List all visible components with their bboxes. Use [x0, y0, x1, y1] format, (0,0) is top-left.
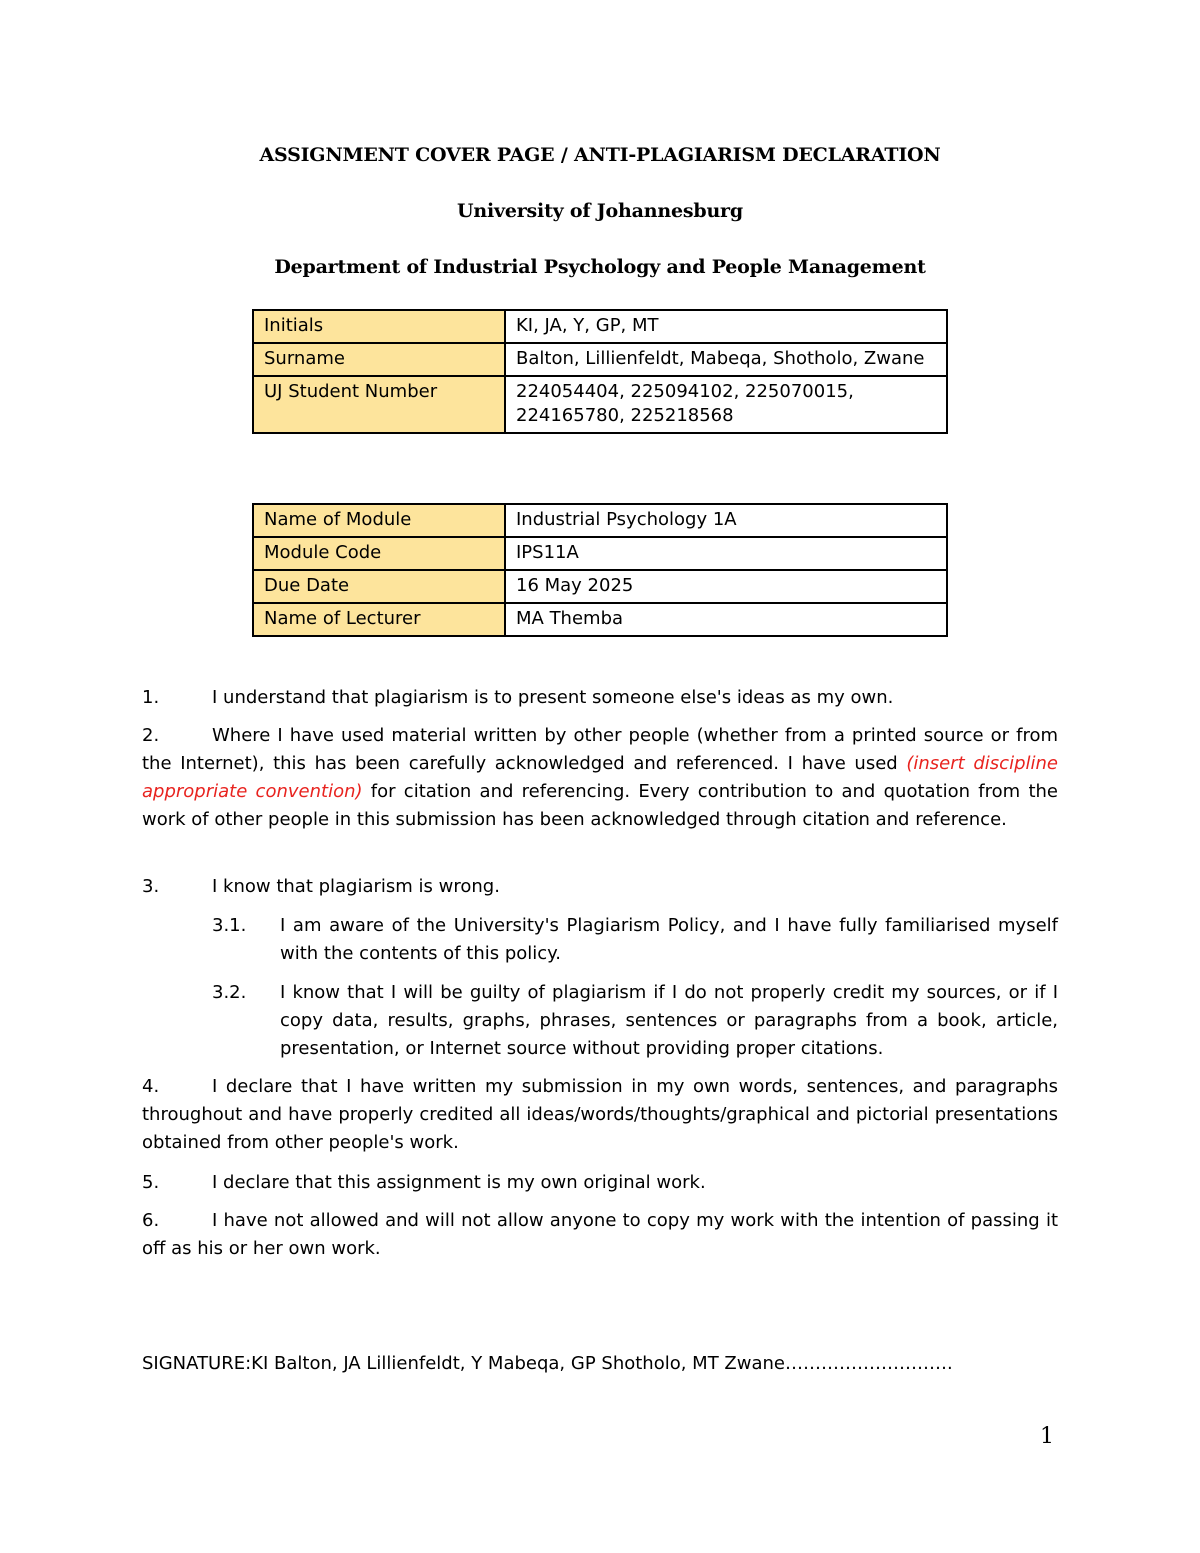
declaration-text: I am aware of the University's Plagiarism Policy, and I have fully familiarised myself with the contents of this policy. [280, 915, 1058, 964]
module-code-value: IPS11A [505, 537, 947, 570]
surname-label: Surname [253, 343, 505, 376]
declaration-item-3-2 [212, 979, 1058, 1063]
declaration-number: 3.1. [212, 915, 247, 936]
declaration-text: I declare that this assignment is my own original work. [212, 1172, 706, 1193]
table-row [253, 504, 947, 537]
signature-line: SIGNATURE:KI Balton, JA Lillienfeldt, Y Mabeqa, GP Shotholo, MT Zwane………………………. [142, 1353, 953, 1374]
table-row [253, 537, 947, 570]
declaration-item-6 [142, 1207, 1058, 1263]
declaration-text: Where I have used material written by other people (whether from a printed source or from the Internet), this has been carefully acknowledged and referenced. I have used [142, 725, 1058, 774]
document-title: ASSIGNMENT COVER PAGE / ANTI-PLAGIARISM DECLARATION [259, 144, 941, 166]
declaration-number: 3. [142, 876, 160, 897]
initials-value: KI, JA, Y, GP, MT [505, 310, 947, 343]
initials-label: Initials [253, 310, 505, 343]
declaration-item-5 [142, 1169, 1058, 1197]
page-number: 1 [1040, 1424, 1054, 1449]
lecturer-label: Name of Lecturer [253, 603, 505, 636]
table-row [253, 603, 947, 636]
declaration-item-3 [142, 873, 1058, 901]
university-name: University of Johannesburg [457, 200, 743, 222]
declaration-item-1 [142, 684, 1058, 712]
convention-placeholder: (insert discipline appropriate convention) [142, 753, 1058, 802]
student-details-table [252, 309, 948, 434]
declaration-number: 3.2. [212, 982, 247, 1003]
declaration-text: I understand that plagiarism is to present someone else's ideas as my own. [212, 687, 894, 708]
module-code-label: Module Code [253, 537, 505, 570]
declaration-number: 2. [142, 725, 160, 746]
module-details-table [252, 503, 948, 637]
declaration-text: I have not allowed and will not allow anyone to copy my work with the intention of passing it off as his or her own work. [142, 1210, 1058, 1259]
department-name: Department of Industrial Psychology and People Management [274, 256, 926, 278]
declaration-text: I declare that I have written my submission in my own words, sentences, and paragraphs throughout and have properly credited all ideas/words/thoughts/graphical and pictorial presentations obtained from other people's work. [142, 1076, 1058, 1153]
declaration-number: 6. [142, 1210, 160, 1231]
declaration-item-4 [142, 1073, 1058, 1157]
lecturer-value: MA Themba [505, 603, 947, 636]
declaration-text: I know that I will be guilty of plagiarism if I do not properly credit my sources, or if I copy data, results, graphs, phrases, sentences or paragraphs from a book, article, presentation, or Internet source without providing proper citations. [280, 982, 1058, 1059]
table-row [253, 376, 947, 433]
declaration-item-2 [142, 722, 1058, 834]
declaration-item-3-1 [212, 912, 1058, 968]
student-number-value: 224054404, 225094102, 225070015, 224165780, 225218568 [505, 376, 947, 433]
table-row [253, 570, 947, 603]
module-name-label: Name of Module [253, 504, 505, 537]
table-row [253, 343, 947, 376]
table-row [253, 310, 947, 343]
due-date-value: 16 May 2025 [505, 570, 947, 603]
declaration-number: 4. [142, 1076, 160, 1097]
student-number-label: UJ Student Number [253, 376, 505, 433]
declaration-text: I know that plagiarism is wrong. [212, 876, 500, 897]
declaration-number: 1. [142, 687, 160, 708]
surname-value: Balton, Lillienfeldt, Mabeqa, Shotholo, Zwane [505, 343, 947, 376]
declaration-text-continued: for citation and referencing. Every contribution to and quotation from the work of other people in this submission has been acknowledged through citation and reference. [142, 781, 1058, 830]
module-name-value: Industrial Psychology 1A [505, 504, 947, 537]
declaration-number: 5. [142, 1172, 160, 1193]
due-date-label: Due Date [253, 570, 505, 603]
